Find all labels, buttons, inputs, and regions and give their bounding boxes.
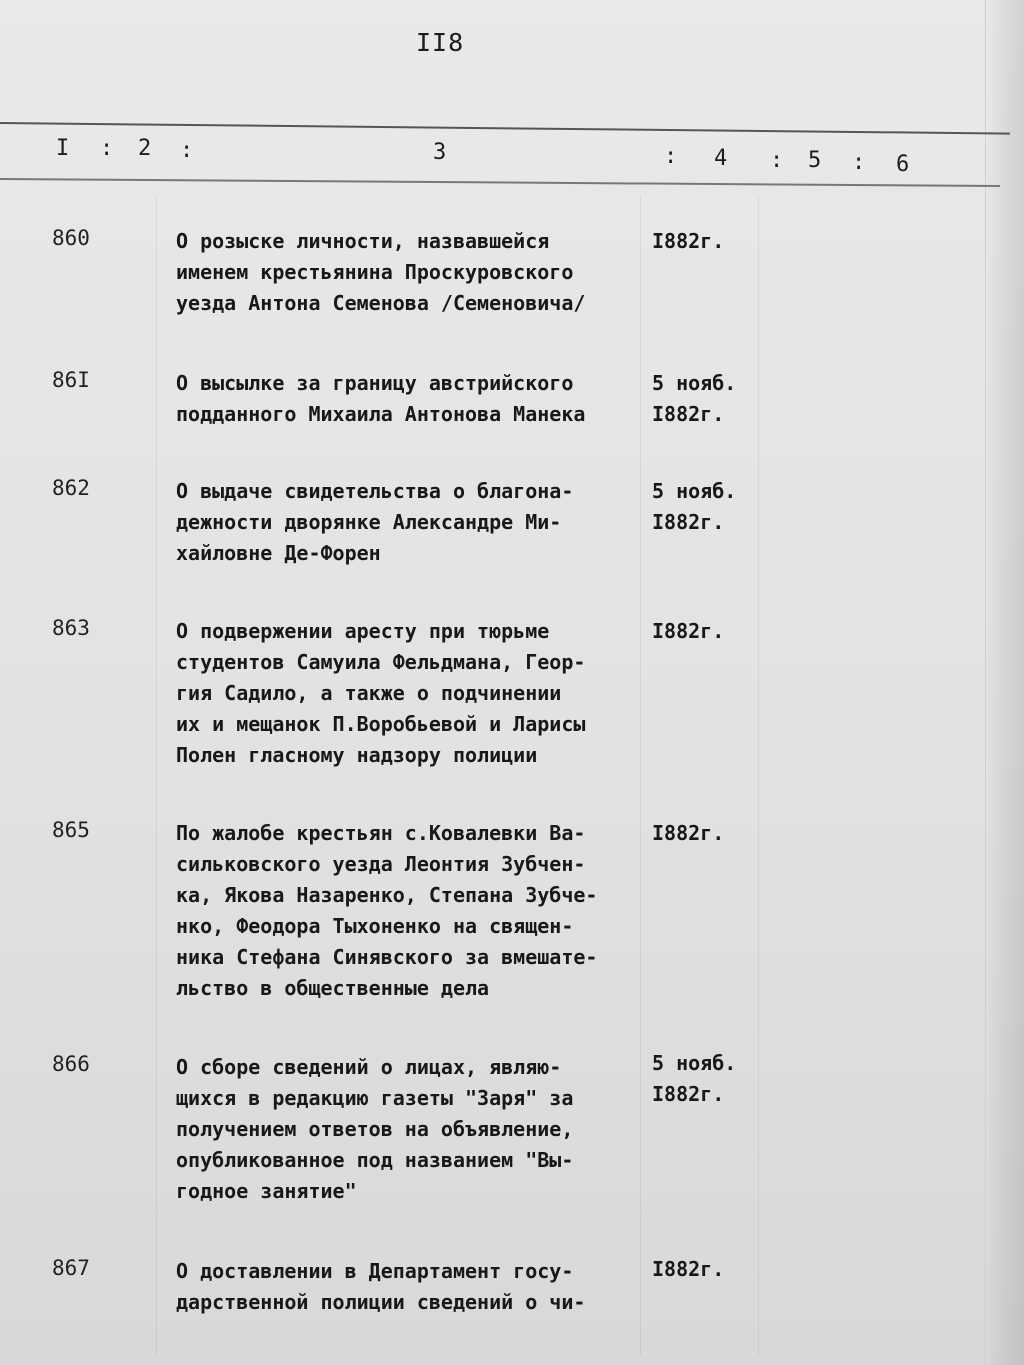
entry-date: 5 нояб. I882г. xyxy=(652,1051,737,1106)
entry-title: О выдаче свидетельства о благона- дежности дворянке Александре Ми- хайловне Де-Форен xyxy=(176,479,574,565)
entry-number: 865 xyxy=(52,818,90,842)
column-header-2: 2 xyxy=(138,136,152,161)
column-header-5: 5 xyxy=(808,148,822,173)
page-number: II8 xyxy=(416,28,465,57)
entry-title: По жалобе крестьян с.Ковалевки Ва- сильковского уезда Леонтия Зубчен- ка, Якова Назаренко, Степана Зубче- нко, Феодора Тыхоненко на священ- ника Стефана Синявского за вмешате- льство в общественные дела xyxy=(176,821,598,1000)
entry-title: О высылке за границу австрийского подданного Михаила Антонова Манека xyxy=(176,371,586,426)
entry-date: 5 нояб. I882г. xyxy=(652,479,737,534)
column-header-4: 4 xyxy=(714,146,728,171)
entry-date: 5 нояб. I882г. xyxy=(652,371,737,426)
entry-title: О розыске личности, назвавшейся именем крестьянина Проскуровского уезда Антона Семенова /Семеновича/ xyxy=(176,229,586,315)
header-top-rule xyxy=(0,122,1010,135)
entry-number: 86I xyxy=(52,368,90,392)
page-edge-shadow xyxy=(985,0,1024,1365)
entry-number: 862 xyxy=(52,476,90,500)
column-separator: : xyxy=(100,136,114,161)
entry-title: О подвержении аресту при тюрьме студентов Самуила Фельдмана, Геор- гия Садило, а также о подчинении их и мещанок П.Воробьевой и Ларисы Полен гласному надзору полиции xyxy=(176,619,586,767)
entry-date: I882г. xyxy=(652,619,725,643)
column-separator: : xyxy=(852,150,866,175)
column-header-3: 3 xyxy=(433,140,447,165)
entry-number: 860 xyxy=(52,226,90,250)
column-separator: : xyxy=(770,148,784,173)
header-bottom-rule xyxy=(0,178,1000,187)
column-separator: : xyxy=(664,144,678,169)
entry-title: О сборе сведений о лицах, являю- щихся в редакцию газеты "Заря" за получением ответов на объявление, опубликованное под названием "Вы- годное занятие" xyxy=(176,1055,574,1203)
entry-title: О доставлении в Департамент госу- дарственной полиции сведений о чи- xyxy=(176,1259,586,1314)
entry-number: 866 xyxy=(52,1052,90,1076)
column-separator: : xyxy=(180,138,194,163)
column-header-1: I xyxy=(56,136,70,161)
column-guide-line xyxy=(156,195,157,1355)
entry-number: 863 xyxy=(52,616,90,640)
column-guide-line xyxy=(640,195,641,1355)
entry-date: I882г. xyxy=(652,1257,725,1281)
entry-date: I882г. xyxy=(652,229,725,253)
entry-date: I882г. xyxy=(652,821,725,845)
column-header-6: 6 xyxy=(896,152,910,177)
entry-number: 867 xyxy=(52,1256,90,1280)
